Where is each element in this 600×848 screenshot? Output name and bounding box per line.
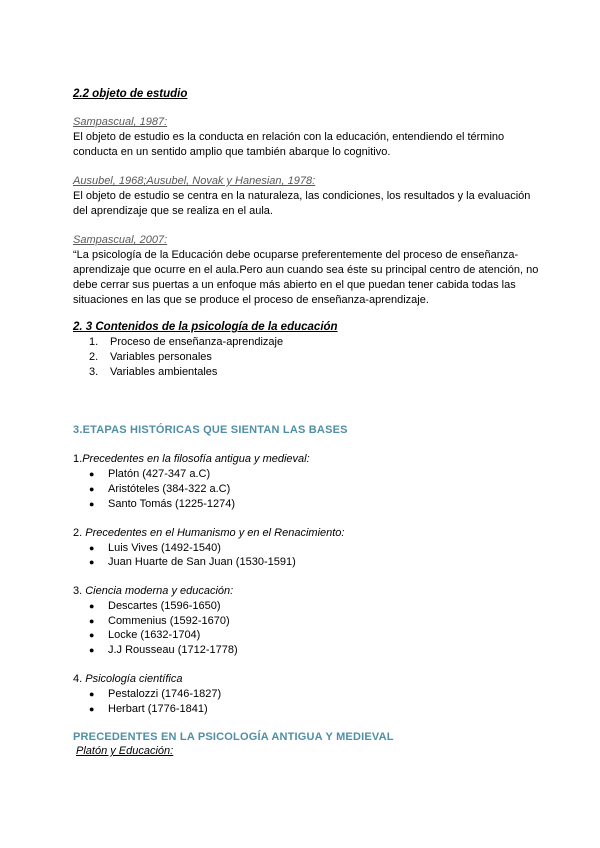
stage-title-text: Precedentes en la filosofía antigua y medieval: [82,453,310,465]
section-title-etapas: 3.ETAPAS HISTÓRICAS QUE SIENTAN LAS BASES [73,424,348,436]
list-text: Santo Tomás (1225-1274) [108,498,235,510]
paragraph-sampascual-1987: El objeto de estudio es la conducta en relación con la educación, entendiendo el término conducta en un sentido amplio que también abarque lo cognitivo. [73,131,505,158]
paragraph-sampascual-2007: “La psicología de la Educación debe ocuparse preferentemente del proceso de enseñanza-aprendizaje que ocurre en el aula.Pero aun cuando sea éste su principal centro de atención, no debe cerrar sus puertas a un enfoque más abierto en el que puedan tener cabida todas las situaciones en las que se produce el proceso de enseñanza-aprendizaje. [73,249,539,306]
stage-prefix: 2. [73,527,86,539]
bullet-icon: ● [89,557,95,567]
bullet-icon: ● [89,469,95,479]
section-heading-objeto: 2.2 objeto de estudio [73,88,188,100]
list-text: Aristóteles (384-322 a.C) [108,483,231,495]
paragraph-ausubel: El objeto de estudio se centra en la naturaleza, las condiciones, los resultados y la evaluación del aprendizaje que se realiza en el aula. [73,190,531,217]
citation-sampascual-1987: Sampascual, 1987: [73,116,168,128]
bullet-icon: ● [89,630,95,640]
list-text: Herbart (1776-1841) [108,703,208,715]
section-heading-contenidos: 2. 3 Contenidos de la psicología de la educación [73,321,338,333]
stage-title-text: Psicología científica [85,673,183,685]
bullet-icon: ● [89,601,95,611]
list-number: 2. [89,351,99,363]
subheading-platon: Platón y Educación: [76,745,174,757]
list-text: Proceso de enseñanza-aprendizaje [110,336,284,348]
bullet-icon: ● [89,616,95,626]
section-title-precedentes: PRECEDENTES EN LA PSICOLOGÍA ANTIGUA Y MEDIEVAL [73,731,394,743]
stage-title-2 [73,527,344,539]
list-number: 1. [89,336,99,348]
stage-title-1 [73,453,310,465]
list-text: Commenius (1592-1670) [108,615,230,627]
bullet-icon: ● [89,645,95,655]
bullet-icon: ● [89,484,95,494]
stage-title-4 [73,673,182,685]
stage-prefix: 1. [73,453,83,465]
stage-title-text: Ciencia moderna y educación: [85,585,234,597]
list-text: Variables personales [110,351,212,363]
citation-ausubel: Ausubel, 1968;Ausubel, Novak y Hanesian, 1978: [73,175,316,187]
list-text: Variables ambientales [110,366,218,378]
stage-title-text: Precedentes en el Humanismo y en el Renacimiento: [85,527,345,539]
list-text: Descartes (1596-1650) [108,600,221,612]
bullet-icon: ● [89,689,95,699]
list-text: Pestalozzi (1746-1827) [108,688,222,700]
citation-sampascual-2007: Sampascual, 2007: [73,234,168,246]
list-text: Platón (427-347 a.C) [108,468,211,480]
stage-prefix: 3. [73,585,86,597]
list-number: 3. [89,366,99,378]
bullet-icon: ● [89,704,95,714]
list-text: Luis Vives (1492-1540) [108,542,221,554]
bullet-icon: ● [89,499,95,509]
list-text: J.J Rousseau (1712-1778) [108,644,238,656]
stage-title-3 [73,585,233,597]
stage-prefix: 4. [73,673,86,685]
bullet-icon: ● [89,543,95,553]
list-text: Juan Huarte de San Juan (1530-1591) [108,556,296,568]
list-text: Locke (1632-1704) [108,629,201,641]
